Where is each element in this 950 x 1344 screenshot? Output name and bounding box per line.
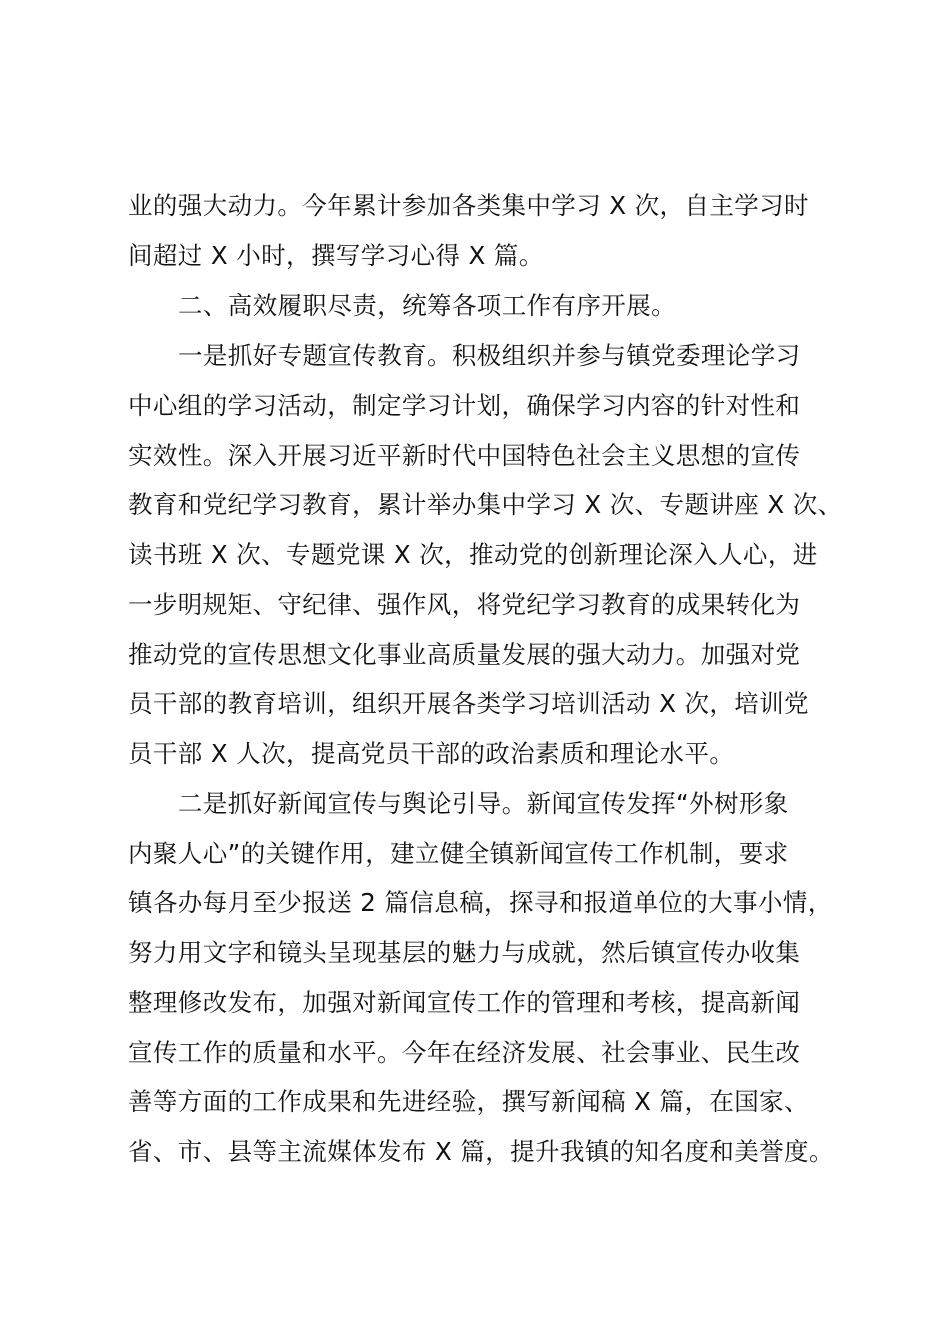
text-line: 善等方面的工作成果和先进经验，撰写新闻稿 X 篇，在国家、: [128, 1087, 809, 1116]
section-heading: 二、高效履职尽责，统筹各项工作有序开展。: [178, 291, 676, 320]
text-line: 实效性。深入开展习近平新时代中国特色社会主义思想的宣传: [128, 441, 801, 470]
text-line: 员干部 X 人次，提高党员干部的政治素质和理论水平。: [128, 739, 735, 768]
text-line: 间超过 X 小时，撰写学习心得 X 篇。: [128, 241, 544, 270]
text-line: 教育和党纪学习教育，累计举办集中学习 X 次、专题讲座 X 次、: [128, 490, 843, 519]
text-line: 内聚人心”的关键作用，建立健全镇新闻宣传工作机制，要求: [128, 839, 789, 868]
text-line: 一是抓好专题宣传教育。积极组织并参与镇党委理论学习: [178, 341, 801, 370]
text-line: 一步明规矩、守纪律、强作风，将党纪学习教育的成果转化为: [128, 590, 801, 619]
text-line: 努力用文字和镜头呈现基层的魅力与成就，然后镇宣传办收集: [128, 938, 801, 967]
text-line: 宣传工作的质量和水平。今年在经济发展、社会事业、民生改: [128, 1038, 801, 1067]
text-line: 省、市、县等主流媒体发布 X 篇，提升我镇的知名度和美誉度。: [128, 1137, 834, 1166]
text-line: 镇各办每月至少报送 2 篇信息稿，探寻和报道单位的大事小情，: [128, 888, 833, 917]
text-line: 员干部的教育培训，组织开展各类学习培训活动 X 次，培训党: [128, 689, 809, 718]
text-line: 中心组的学习活动，制定学习计划，确保学习内容的针对性和: [128, 391, 801, 420]
text-line: 整理修改发布，加强对新闻宣传工作的管理和考核，提高新闻: [128, 988, 801, 1017]
text-line: 业的强大动力。今年累计参加各类集中学习 X 次，自主学习时: [128, 191, 809, 220]
text-line: 读书班 X 次、专题党课 X 次，推动党的创新理论深入人心，进: [128, 540, 818, 569]
text-line: 推动党的宣传思想文化事业高质量发展的强大动力。加强对党: [128, 640, 801, 669]
text-line: 二是抓好新闻宣传与舆论引导。新闻宣传发挥“外树形象: [178, 789, 789, 818]
